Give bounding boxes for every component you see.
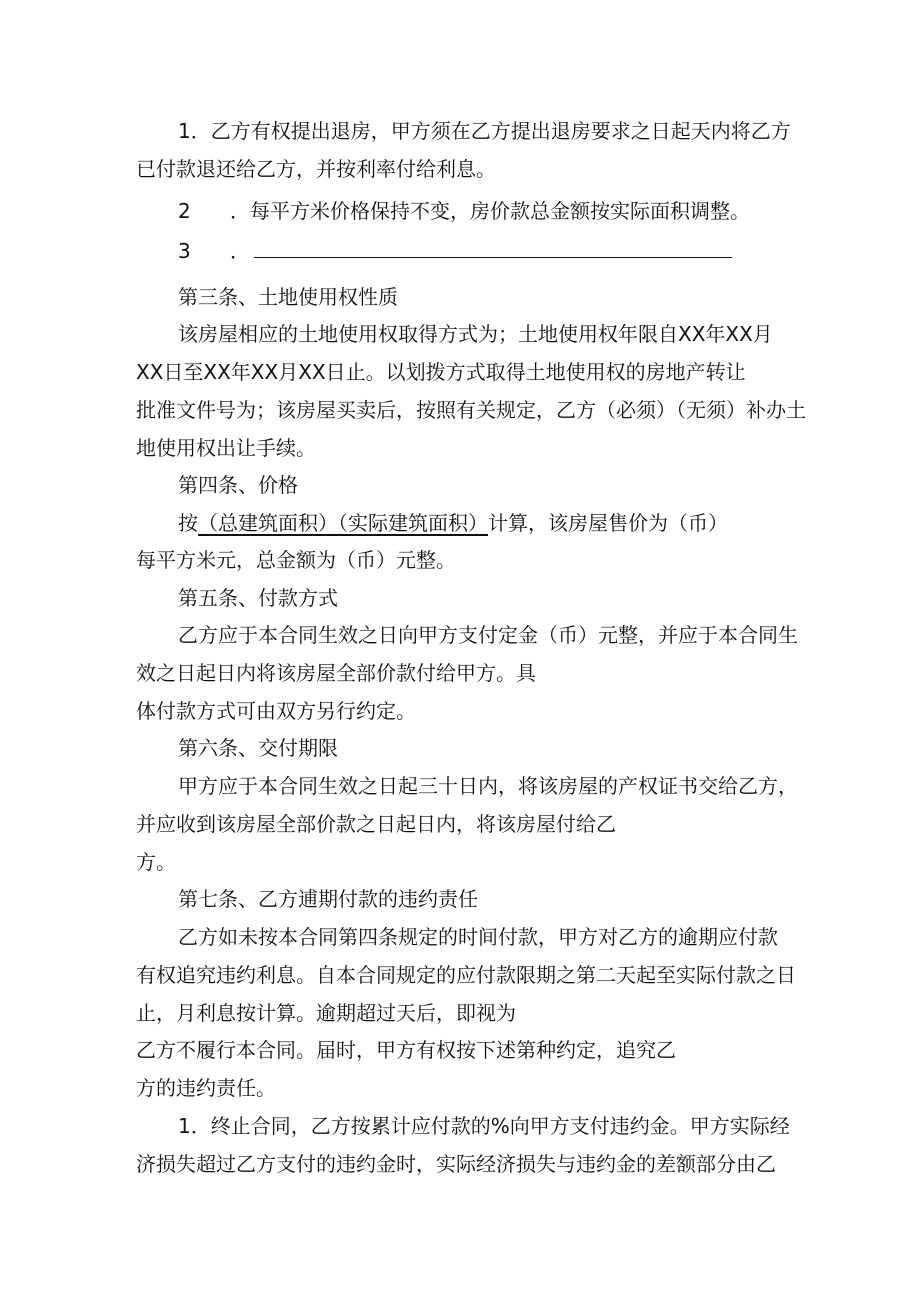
article-4-underlined: （总建筑面积）（实际建筑面积） — [198, 511, 488, 535]
article-7-item-1-line-1: 1．终止合同，乙方按累计应付款的%向甲方支付违约金。甲方实际经 — [178, 1114, 790, 1138]
article-3-title: 第三条、土地使用权性质 — [178, 285, 398, 309]
article-6-line-2: 并应收到该房屋全部价款之日起日内，将该房屋付给乙 — [136, 812, 616, 836]
clause-2-text: ．每平方米价格保持不变，房价款总金额按实际面积调整。 — [230, 199, 750, 223]
article-3-line-3: 批准文件号为；该房屋买卖后，按照有关规定，乙方（必须）（无须）补办土 — [136, 398, 806, 422]
article-7-line-4: 乙方不履行本合同。届时，甲方有权按下述第种约定，追究乙 — [136, 1038, 676, 1062]
article-4-title: 第四条、价格 — [178, 473, 298, 497]
article-5-line-1: 乙方应于本合同生效之日向甲方支付定金（币）元整，并应于本合同生 — [178, 623, 798, 647]
article-4-line-1 — [178, 510, 728, 536]
article-4-pre: 按 — [178, 511, 198, 535]
article-3-line-1: 该房屋相应的土地使用权取得方式为；土地使用权年限自XX年XX月 — [178, 322, 773, 346]
article-3-line-2: XX日至XX年XX月XX日止。以划拨方式取得土地使用权的房地产转让 — [136, 360, 746, 384]
clause-2-number: 2 — [178, 199, 191, 223]
clause-3-blank-line — [254, 243, 732, 258]
article-6-title: 第六条、交付期限 — [178, 736, 338, 760]
clause-1-line-2: 已付款退还给乙方，并按利率付给利息。 — [136, 157, 496, 181]
article-5-line-3: 体付款方式可由双方另行约定。 — [136, 699, 416, 723]
article-5-line-2: 效之日起日内将该房屋全部价款付给甲方。具 — [136, 661, 536, 685]
clause-2 — [178, 198, 750, 224]
article-6-line-1: 甲方应于本合同生效之日起三十日内，将该房屋的产权证书交给乙方， — [178, 774, 798, 798]
article-4-line-2: 每平方米元，总金额为（币）元整。 — [136, 548, 456, 572]
clause-3-text: ． — [230, 239, 250, 263]
article-7-item-1-line-2: 济损失超过乙方支付的违约金时，实际经济损失与违约金的差额部分由乙 — [136, 1152, 776, 1176]
article-7-line-3: 止，月利息按计算。逾期超过天后，即视为 — [136, 1001, 516, 1025]
clause-3 — [178, 238, 732, 264]
article-6-line-3: 方。 — [136, 850, 176, 874]
article-5-title: 第五条、付款方式 — [178, 586, 338, 610]
article-7-line-5: 方的违约责任。 — [136, 1076, 276, 1100]
article-7-title: 第七条、乙方逋期付款的违约责任 — [178, 887, 478, 911]
article-7-line-1: 乙方如未按本合同第四条规定的时间付款，甲方对乙方的逾期应付款 — [178, 925, 778, 949]
article-4-post: 计算，该房屋售价为（币） — [488, 511, 728, 535]
article-3-line-4: 地使用权出让手续。 — [136, 436, 316, 460]
clause-3-number: 3 — [178, 239, 191, 263]
clause-1-line-1: 1．乙方有权提出退房，甲方须在乙方提出退房要求之日起天内将乙方 — [178, 119, 791, 143]
article-7-line-2: 有权追究违约利息。自本合同规定的应付款限期之第二天起至实际付款之日 — [136, 963, 796, 987]
